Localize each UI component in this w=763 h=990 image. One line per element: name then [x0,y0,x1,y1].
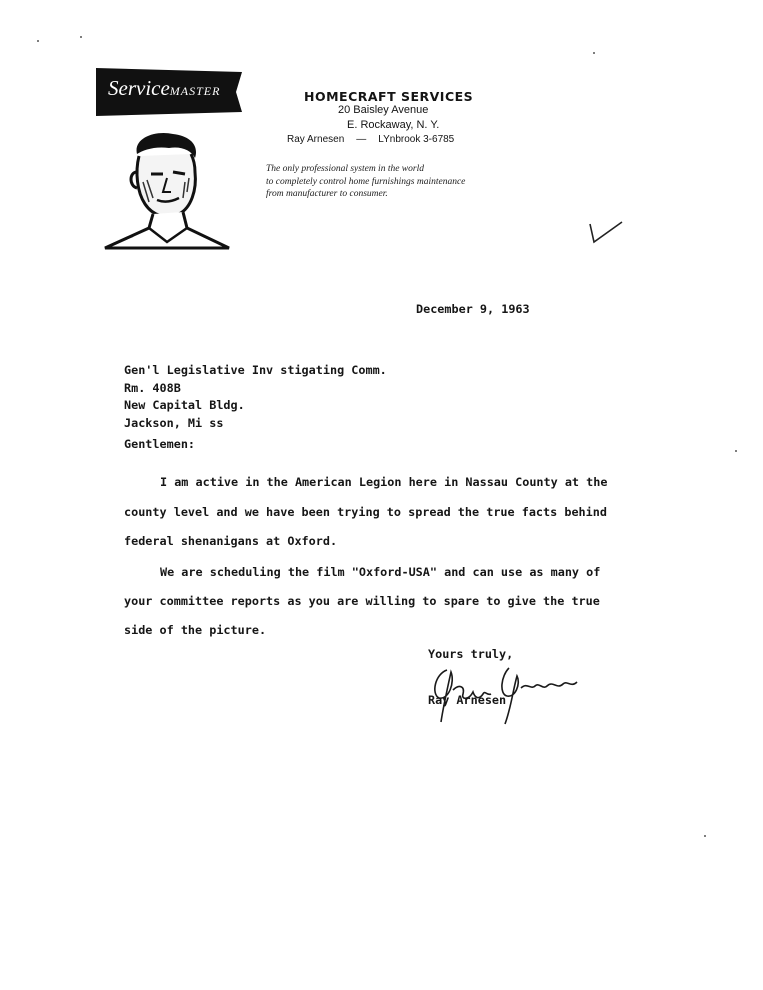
man-portrait-icon [103,132,231,250]
contact-name: Ray Arnesen [287,134,345,145]
company-street: 20 Baisley Avenue [338,104,429,116]
paragraph-line: side of the picture. [124,623,267,637]
servicemaster-logo-text [108,76,220,101]
address-line: New Capital Bldg. [124,398,245,413]
scan-speck [80,36,82,38]
scan-speck [735,450,737,452]
paragraph-line: your committee reports as you are willing to spare to give the true [124,594,600,608]
paragraph-line: county level and we have been trying to spread the true facts behind [124,504,607,519]
paragraph-line: We are scheduling the film "Oxford-USA" and can use as many of [160,565,601,579]
checkmark-icon [588,218,624,244]
company-city: E. Rockaway, N. Y. [347,119,440,131]
signer-name: Ray Arnesen [428,693,507,707]
scan-speck [593,52,595,54]
tagline-line: from manufacturer to consumer. [266,189,388,199]
contact-separator: — [356,134,367,145]
address-line: Jackson, Mi ss [124,415,224,430]
company-name: HOMECRAFT SERVICES [304,89,474,104]
scan-speck [704,835,706,837]
salutation: Gentlemen: [124,437,196,451]
letter-date: December 9, 1963 [416,302,530,316]
tagline-line: to completely control home furnishings maintenance [266,176,466,187]
paragraph-two [124,558,600,645]
paragraph-line: federal shenanigans at Oxford. [124,534,338,548]
address-line: Rm. 408B [124,380,181,395]
company-tagline [266,163,465,201]
logo-small-text: MASTER [169,84,221,98]
handwritten-signature [425,660,585,730]
logo-main-text: Service [108,76,170,100]
closing: Yours truly, [428,647,514,661]
paragraph-line: I am active in the American Legion here in Nassau County at the [160,475,608,489]
paragraph-one [124,468,607,557]
scan-speck [37,40,39,42]
address-line: Gen'l Legislative Inv stigating Comm. [124,363,387,377]
tagline-line: The only professional system in the world [266,164,424,174]
company-contact [287,134,454,145]
recipient-address [124,362,387,432]
contact-phone: LYnbrook 3-6785 [378,134,455,145]
